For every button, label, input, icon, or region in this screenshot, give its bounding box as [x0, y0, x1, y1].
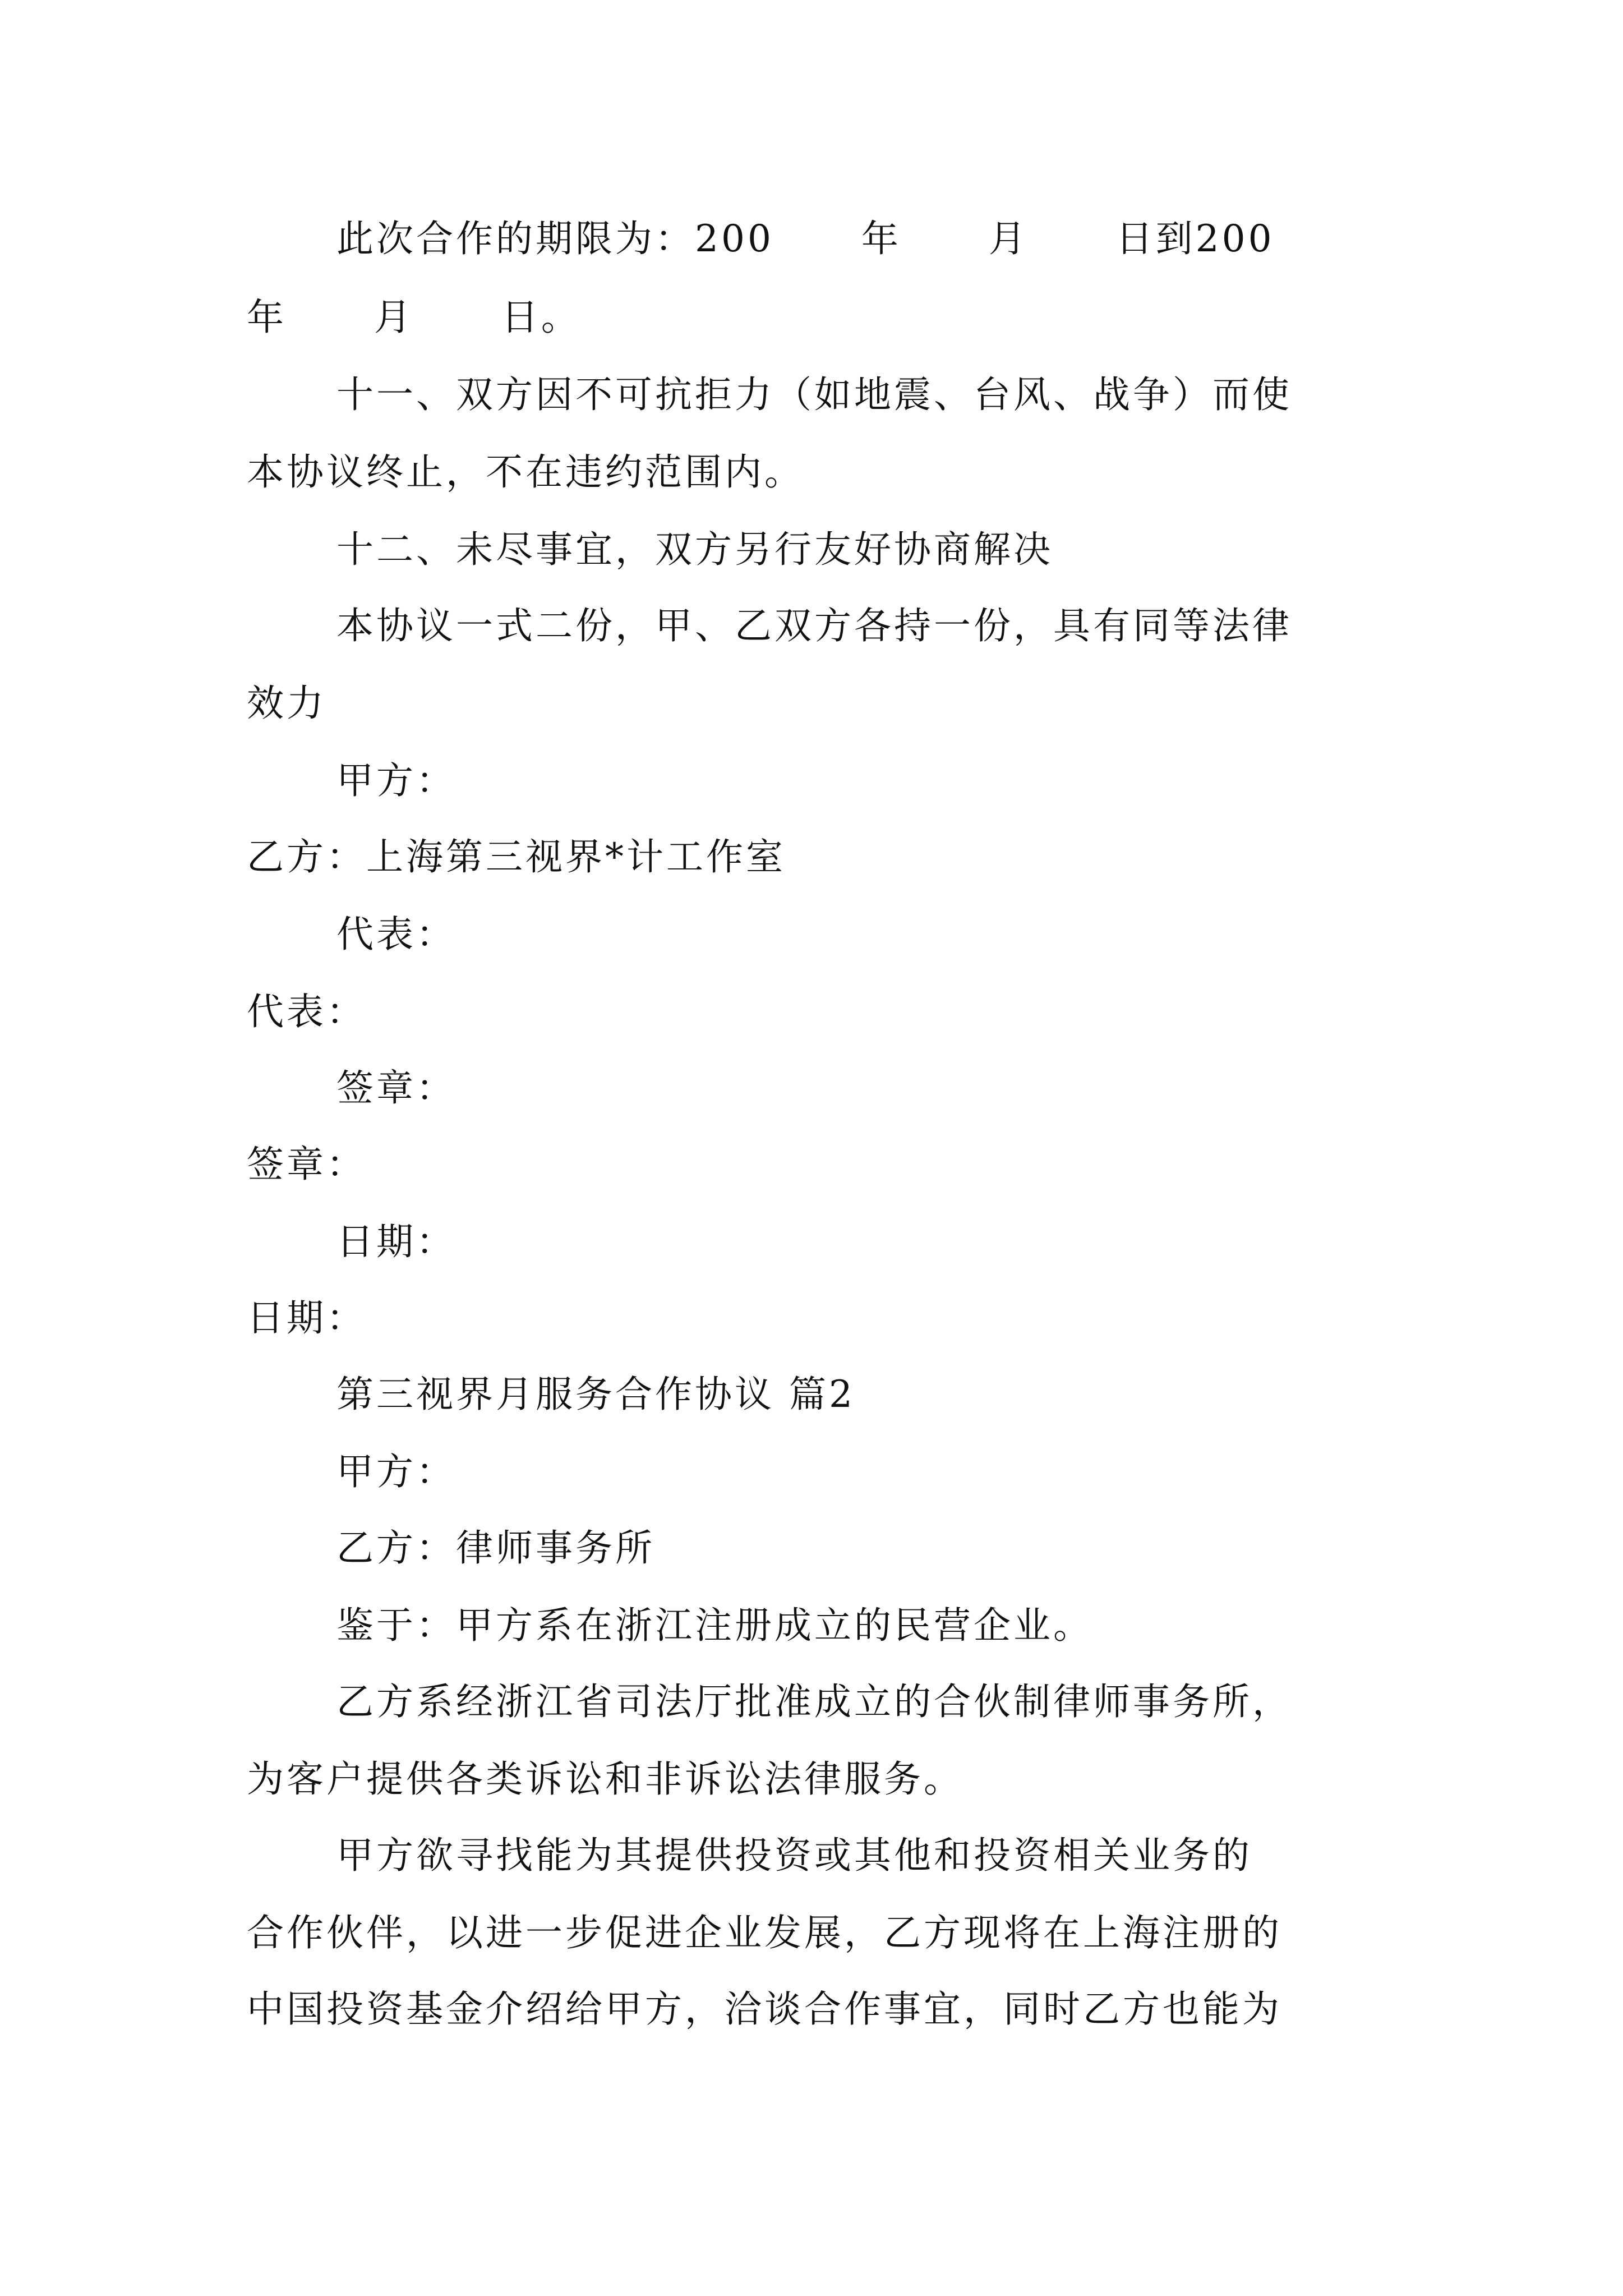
whereas-line: 鉴于：甲方系在浙江注册成立的民营企业。: [336, 1604, 1093, 1647]
clause-11-line: 十一、双方因不可抗拒力（如地震、台风、战争）而使: [336, 373, 1292, 416]
party-a-seal: 签章：: [336, 1066, 456, 1110]
purpose-line-cont-2: 中国投资基金介绍给甲方，洽谈合作事宜，同时乙方也能为: [247, 1987, 1282, 2031]
party-b-label: 乙方：上海第三视界*计工作室: [247, 835, 786, 878]
purpose-line-cont-1: 合作伙伴，以进一步促进企业发展，乙方现将在上海注册的: [247, 1911, 1282, 1954]
copies-line: 本协议一式二份，甲、乙双方各持一份，具有同等法律: [336, 604, 1292, 647]
section-title: 第三视界月服务合作协议 篇2: [336, 1373, 855, 1416]
clause-12-line: 十二、未尽事宜，双方另行友好协商解决: [336, 528, 1053, 571]
term-period-line: 此次合作的期限为：200 年 月 日到200: [336, 217, 1275, 260]
purpose-line: 甲方欲寻找能为其提供投资或其他和投资相关业务的: [336, 1834, 1252, 1877]
party-b-description-cont: 为客户提供各类诉讼和非诉讼法律服务。: [247, 1757, 963, 1801]
party-b-description: 乙方系经浙江省司法厅批准成立的合伙制律师事务所，: [336, 1680, 1292, 1723]
party-b-label-2: 乙方：律师事务所: [336, 1526, 655, 1570]
party-a-label: 甲方：: [336, 759, 456, 802]
party-b-representative: 代表：: [247, 990, 366, 1033]
party-b-date: 日期：: [247, 1296, 366, 1340]
party-a-representative: 代表：: [336, 913, 456, 956]
clause-11-line-cont: 本协议终止，不在违约范围内。: [247, 450, 804, 494]
party-b-seal: 签章：: [247, 1143, 366, 1186]
term-period-line-cont: 年 月 日。: [247, 296, 581, 339]
copies-line-cont: 效力: [247, 682, 326, 725]
party-a-label-2: 甲方：: [336, 1450, 456, 1493]
party-a-date: 日期：: [336, 1220, 456, 1263]
